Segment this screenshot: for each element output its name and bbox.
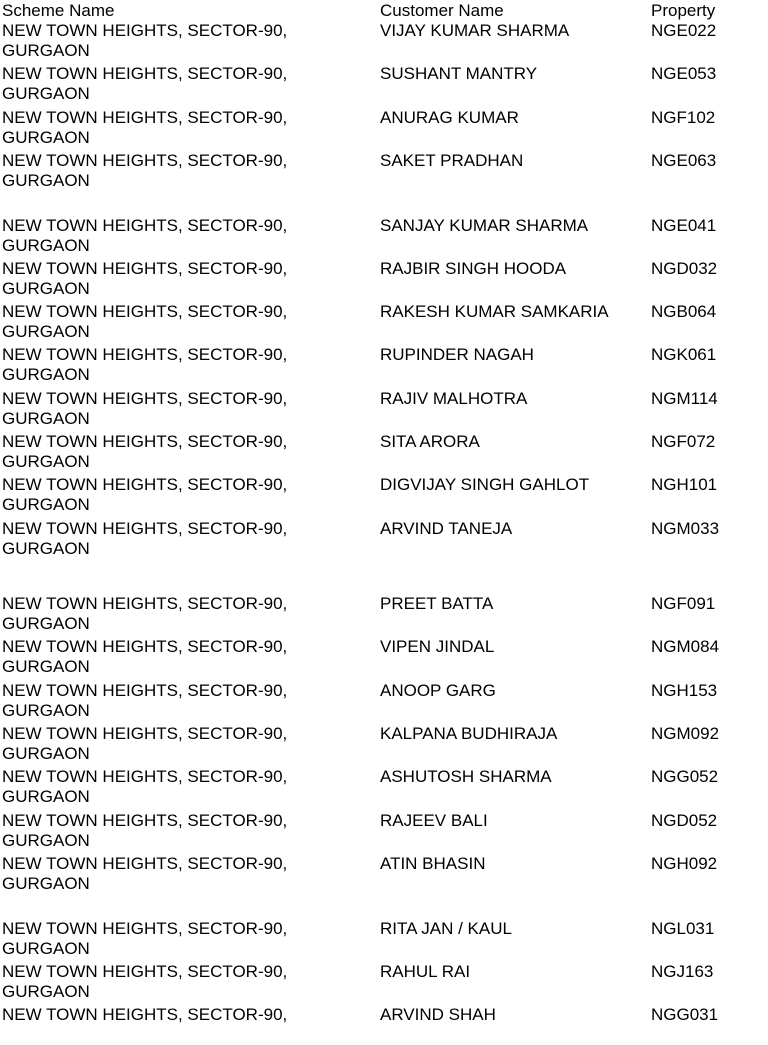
scheme-name-line2: GURGAON: [2, 495, 90, 514]
table-row: [0, 64, 768, 104]
customer-name-cell: ARVIND TANEJA: [380, 519, 513, 538]
scheme-name-cell: [2, 767, 332, 807]
property-cell: NGF091: [651, 594, 716, 613]
property-cell: NGJ163: [651, 962, 714, 981]
customer-name-cell: VIPEN JINDAL: [380, 637, 495, 656]
scheme-name-cell: [2, 854, 332, 894]
scheme-name-line1: NEW TOWN HEIGHTS, SECTOR-90,: [2, 21, 288, 40]
property-header: Property: [651, 1, 716, 20]
scheme-name-line2: GURGAON: [2, 409, 90, 428]
table-row: [0, 1005, 768, 1045]
table-row: [0, 919, 768, 959]
table-row: [0, 767, 768, 807]
property-cell: NGF102: [651, 108, 716, 127]
table-row: [0, 854, 768, 894]
customer-name-cell: ARVIND SHAH: [380, 1005, 496, 1024]
customer-name-cell: RAJIV MALHOTRA: [380, 389, 528, 408]
table-row: [0, 594, 768, 634]
customer-name-cell: KALPANA BUDHIRAJA: [380, 724, 558, 743]
scheme-name-line1: NEW TOWN HEIGHTS, SECTOR-90,: [2, 681, 288, 700]
customer-name-header: Customer Name: [380, 1, 504, 20]
customer-name-cell: RUPINDER NAGAH: [380, 345, 534, 364]
scheme-name-line2: GURGAON: [2, 939, 90, 958]
scheme-name-line2: GURGAON: [2, 171, 90, 190]
scheme-name-cell: [2, 475, 332, 515]
scheme-name-header: Scheme Name: [2, 1, 115, 20]
scheme-name-line1: NEW TOWN HEIGHTS, SECTOR-90,: [2, 637, 288, 656]
property-cell: NGM033: [651, 519, 720, 538]
property-cell: NGH101: [651, 475, 718, 494]
scheme-name-cell: [2, 216, 332, 256]
scheme-name-cell: [2, 681, 332, 721]
property-cell: NGE053: [651, 64, 717, 83]
scheme-name-line2: GURGAON: [2, 365, 90, 384]
scheme-name-line1: NEW TOWN HEIGHTS, SECTOR-90,: [2, 1005, 288, 1024]
scheme-name-cell: [2, 1005, 332, 1025]
customer-name-cell: SAKET PRADHAN: [380, 151, 524, 170]
table-row: [0, 259, 768, 299]
property-cell: NGM084: [651, 637, 720, 656]
property-cell: NGE041: [651, 216, 717, 235]
scheme-name-line2: GURGAON: [2, 84, 90, 103]
customer-name-cell: ATIN BHASIN: [380, 854, 486, 873]
scheme-name-cell: [2, 151, 332, 191]
scheme-name-line2: GURGAON: [2, 539, 90, 558]
table-row: [0, 389, 768, 429]
scheme-name-line2: GURGAON: [2, 744, 90, 763]
table-row: [0, 519, 768, 559]
customer-name-cell: SITA ARORA: [380, 432, 480, 451]
table-row: [0, 216, 768, 256]
customer-name-cell: ASHUTOSH SHARMA: [380, 767, 552, 786]
customer-name-cell: SANJAY KUMAR SHARMA: [380, 216, 589, 235]
scheme-name-line2: GURGAON: [2, 787, 90, 806]
property-cell: NGM114: [651, 389, 718, 408]
scheme-name-cell: [2, 594, 332, 634]
customer-name-cell: RAHUL RAI: [380, 962, 471, 981]
scheme-name-line1: NEW TOWN HEIGHTS, SECTOR-90,: [2, 302, 288, 321]
scheme-name-cell: [2, 108, 332, 148]
customer-name-cell: ANURAG KUMAR: [380, 108, 519, 127]
scheme-name-cell: [2, 962, 332, 1002]
scheme-name-line2: GURGAON: [2, 128, 90, 147]
property-cell: NGG052: [651, 767, 719, 786]
table-row: [0, 151, 768, 191]
customer-name-cell: RAJEEV BALI: [380, 811, 488, 830]
scheme-name-line1: NEW TOWN HEIGHTS, SECTOR-90,: [2, 151, 288, 170]
scheme-name-line1: NEW TOWN HEIGHTS, SECTOR-90,: [2, 345, 288, 364]
scheme-name-line2: GURGAON: [2, 831, 90, 850]
scheme-name-cell: [2, 259, 332, 299]
customer-name-cell: RAKESH KUMAR SAMKARIA: [380, 302, 609, 321]
customer-name-cell: VIJAY KUMAR SHARMA: [380, 21, 570, 40]
scheme-name-cell: [2, 432, 332, 472]
property-cell: NGB064: [651, 302, 717, 321]
scheme-name-line2: GURGAON: [2, 701, 90, 720]
scheme-name-line2: GURGAON: [2, 41, 90, 60]
scheme-name-cell: [2, 389, 332, 429]
scheme-name-line2: GURGAON: [2, 279, 90, 298]
table-row: [0, 681, 768, 721]
scheme-name-cell: [2, 519, 332, 559]
scheme-name-line1: NEW TOWN HEIGHTS, SECTOR-90,: [2, 519, 288, 538]
customer-name-cell: ANOOP GARG: [380, 681, 496, 700]
scheme-name-cell: [2, 302, 332, 342]
property-cell: NGF072: [651, 432, 716, 451]
scheme-name-cell: [2, 345, 332, 385]
scheme-name-line1: NEW TOWN HEIGHTS, SECTOR-90,: [2, 594, 288, 613]
scheme-name-cell: [2, 919, 332, 959]
scheme-name-line1: NEW TOWN HEIGHTS, SECTOR-90,: [2, 108, 288, 127]
table-row: [0, 432, 768, 472]
scheme-name-line1: NEW TOWN HEIGHTS, SECTOR-90,: [2, 724, 288, 743]
property-cell: NGD032: [651, 259, 718, 278]
table-row: [0, 475, 768, 515]
table-row: [0, 345, 768, 385]
scheme-name-line1: NEW TOWN HEIGHTS, SECTOR-90,: [2, 767, 288, 786]
table-row: [0, 21, 768, 61]
property-cell: NGK061: [651, 345, 717, 364]
scheme-name-line2: GURGAON: [2, 236, 90, 255]
property-cell: NGE063: [651, 151, 717, 170]
scheme-name-cell: [2, 811, 332, 851]
customer-name-cell: SUSHANT MANTRY: [380, 64, 538, 83]
scheme-name-cell: [2, 64, 332, 104]
table-row: [0, 637, 768, 677]
scheme-name-line2: GURGAON: [2, 982, 90, 1001]
customer-name-cell: RAJBIR SINGH HOODA: [380, 259, 567, 278]
scheme-name-line1: NEW TOWN HEIGHTS, SECTOR-90,: [2, 216, 288, 235]
scheme-name-line2: GURGAON: [2, 874, 90, 893]
scheme-name-line1: NEW TOWN HEIGHTS, SECTOR-90,: [2, 389, 288, 408]
scheme-name-line1: NEW TOWN HEIGHTS, SECTOR-90,: [2, 919, 288, 938]
property-cell: NGH092: [651, 854, 718, 873]
scheme-name-line2: GURGAON: [2, 452, 90, 471]
scheme-name-line1: NEW TOWN HEIGHTS, SECTOR-90,: [2, 475, 288, 494]
scheme-name-cell: [2, 21, 332, 61]
table-row: [0, 108, 768, 148]
customer-name-cell: DIGVIJAY SINGH GAHLOT: [380, 475, 590, 494]
customer-name-cell: PREET BATTA: [380, 594, 494, 613]
scheme-name-line1: NEW TOWN HEIGHTS, SECTOR-90,: [2, 854, 288, 873]
property-cell: NGH153: [651, 681, 718, 700]
scheme-name-line2: GURGAON: [2, 322, 90, 341]
customer-name-cell: RITA JAN / KAUL: [380, 919, 512, 938]
scheme-name-cell: [2, 637, 332, 677]
property-cell: NGM092: [651, 724, 720, 743]
table-header: [0, 1, 768, 21]
scheme-name-line1: NEW TOWN HEIGHTS, SECTOR-90,: [2, 811, 288, 830]
table-row: [0, 962, 768, 1002]
scheme-name-line2: GURGAON: [2, 657, 90, 676]
property-cell: NGD052: [651, 811, 718, 830]
property-cell: NGL031: [651, 919, 715, 938]
scheme-name-cell: [2, 724, 332, 764]
table-row: [0, 302, 768, 342]
table-row: [0, 811, 768, 851]
scheme-name-line1: NEW TOWN HEIGHTS, SECTOR-90,: [2, 259, 288, 278]
scheme-name-line1: NEW TOWN HEIGHTS, SECTOR-90,: [2, 64, 288, 83]
scheme-name-line2: GURGAON: [2, 614, 90, 633]
scheme-name-line1: NEW TOWN HEIGHTS, SECTOR-90,: [2, 432, 288, 451]
property-cell: NGG031: [651, 1005, 719, 1024]
scheme-name-line1: NEW TOWN HEIGHTS, SECTOR-90,: [2, 962, 288, 981]
property-cell: NGE022: [651, 21, 717, 40]
table-row: [0, 724, 768, 764]
